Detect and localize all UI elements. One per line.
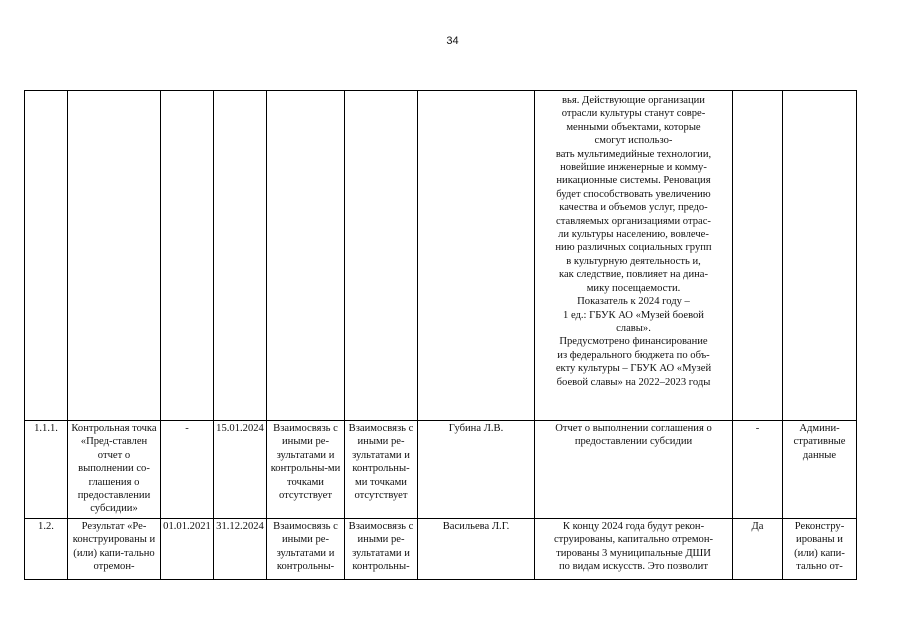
desc-line: екту культуры – ГБУК АО «Музей [555, 363, 712, 375]
cell-end-date: 31.12.2024 [214, 519, 267, 580]
table-row [25, 421, 857, 519]
cell-successor: Взаимосвязь с иными ре-зультатами и контрольны- [345, 519, 418, 580]
cell-number [25, 91, 68, 421]
desc-line: смогут использо- [594, 135, 673, 147]
cell-number: 1.2. [25, 519, 68, 580]
cell-successor [345, 91, 418, 421]
cell-responsible: Васильева Л.Г. [418, 519, 535, 580]
desc-line: славы». [616, 322, 651, 334]
desc-line: качества и объемов услуг, предо- [559, 202, 708, 214]
desc-line: 1 ед.: ГБУК АО «Музей боевой [563, 309, 704, 321]
desc-line: отрасли культуры станут совре- [561, 108, 706, 120]
cell-name: Результат «Ре-конструированы и (или) капи-тально отремон- [68, 519, 161, 580]
cell-start-date [161, 91, 214, 421]
cell-description [535, 421, 733, 519]
desc-line: Предусмотрено финансирование [559, 336, 708, 348]
desc-line: будет способствовать увеличению [556, 188, 711, 200]
cell-responsible: Губина Л.В. [418, 421, 535, 519]
desc-line: ли культуры населению, вовлече- [558, 229, 709, 241]
cell-number: 1.1.1. [25, 421, 68, 519]
cell-end-date [214, 91, 267, 421]
desc-line: ставляемых организациями отрас- [556, 215, 711, 227]
cell-description [535, 91, 733, 421]
cell-source: Реконстру-ированы и (или) капи-тально от- [783, 519, 857, 580]
desc-line: менными объектами, которые [566, 121, 701, 133]
desc-line: вья. Действующие организации [562, 95, 705, 106]
cell-name: Контрольная точка «Пред-ставлен отчет о выполнении со-глашения о предоставлении субсидии» [68, 421, 161, 519]
cell-predecessor: Взаимосвязь с иными ре-зультатами и контрольны-ми точками отсутствует [267, 421, 345, 519]
cell-flag: - [733, 421, 783, 519]
cell-start-date: - [161, 421, 214, 519]
desc-line: Показатель к 2024 году – [577, 296, 690, 308]
desc-line: из федерального бюджета по объ- [557, 349, 710, 361]
desc-line: боевой славы» на 2022–2023 годы [556, 376, 711, 388]
table-row [25, 519, 857, 580]
cell-responsible [418, 91, 535, 421]
cell-description [535, 519, 733, 580]
desc-line: по видам искусств. Это позволит [559, 561, 708, 573]
cell-flag: Да [733, 519, 783, 580]
cell-successor: Взаимосвязь с иными ре-зультатами и контрольны-ми точками отсутствует [345, 421, 418, 519]
cell-name [68, 91, 161, 421]
table-row [25, 91, 857, 421]
desc-line: К концу 2024 года будут рекон- [562, 521, 705, 532]
desc-line: никационные системы. Реновация [556, 175, 711, 187]
cell-source [783, 91, 857, 421]
cell-flag [733, 91, 783, 421]
desc-line: предоставлении субсидии [574, 436, 693, 448]
desc-line: новейшие инженерные и комму- [560, 162, 707, 174]
desc-line: как следствие, повлияет на дина- [558, 269, 709, 281]
desc-line: в культурную деятельность и, [566, 255, 701, 267]
cell-end-date: 15.01.2024 [214, 421, 267, 519]
desc-line: Отчет о выполнении соглашения о [555, 423, 712, 434]
report-table [24, 90, 857, 580]
desc-line: струированы, капитально отремон- [553, 534, 714, 546]
cell-predecessor: Взаимосвязь с иными ре-зультатами и контрольны- [267, 519, 345, 580]
page-number: 34 [446, 35, 459, 47]
desc-line: нию различных социальных групп [555, 242, 712, 254]
cell-source: Админи-стративные данные [783, 421, 857, 519]
desc-line: мику посещаемости. [586, 282, 681, 294]
cell-start-date: 01.01.2021 [161, 519, 214, 580]
desc-line: вать мультимедийные технологии, [555, 148, 712, 160]
cell-predecessor [267, 91, 345, 421]
desc-line: тированы 3 муниципальные ДШИ [556, 547, 711, 559]
